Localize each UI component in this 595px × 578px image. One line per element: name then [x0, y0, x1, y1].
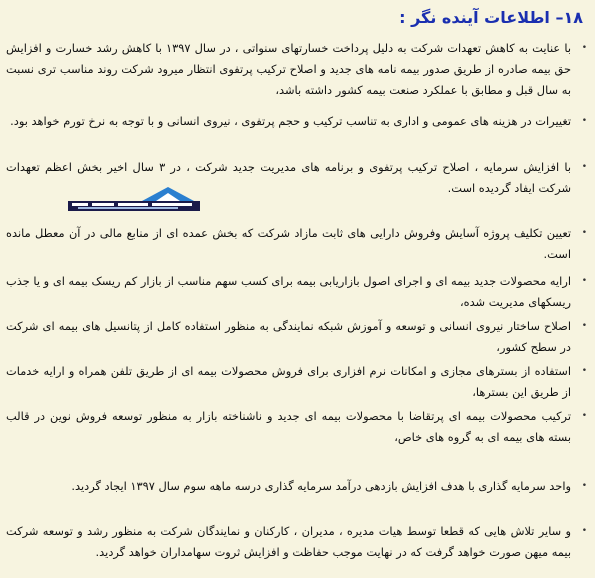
list-item [6, 223, 591, 265]
bullet-icon: • [581, 162, 587, 172]
bullet-icon: • [581, 43, 587, 53]
list-item-text: با افزایش سرمایه ، اصلاح ترکیب پرتفوی و برنامه های مدیریت جدید شرکت ، در ۳ سال اخیر بخش اعظم تعهدات شرکت ایفاد گردیده است. [6, 160, 571, 195]
list-item [6, 38, 591, 101]
list-item-text: تغییرات در هزینه های عمومی و اداری به تناسب ترکیب و حجم پرتفوی ، نیروی انسانی و با توجه به نرخ تورم خواهد بود. [10, 114, 571, 128]
bullet-icon: • [581, 481, 587, 491]
list-item-text: و سایر تلاش هایی که قطعا توسط هیات مدیره ، مدیران ، کارکنان و نمایندگان شرکت به منظور رشد و توسعه شرکت بیمه میهن صورت خواهد گرفت که در نهایت موجب حفاظت و افزایش ثروت سهامداران خواهد گردید. [6, 524, 571, 559]
bullet-icon: • [581, 411, 587, 421]
list-item [6, 476, 591, 497]
list-item [6, 271, 591, 313]
list-item-text: تعیین تکلیف پروژه آسایش وفروش دارایی های ثابت مازاد شرکت که بخش عمده ای از منابع مالی در آن معطل مانده است. [6, 226, 571, 261]
list-item-text: ترکیب محصولات بیمه ای پرتقاضا با محصولات بیمه ای جدید و ناشناخته بازار به منظور توسعه فروش نوین در قالب بسته های بیمه ای به گروه های خاص، [6, 409, 571, 444]
bullet-icon: • [581, 366, 587, 376]
section-title: ۱۸– اطلاعات آینده نگر : [399, 8, 583, 27]
list-item [6, 316, 591, 358]
bullet-icon: • [581, 228, 587, 238]
bullet-icon: • [581, 526, 587, 536]
list-item-text: اصلاح ساختار نیروی انسانی و توسعه و آموزش شبکه نمایندگی به منظور استفاده کامل از پتانسیل های بیمه ای شرکت در سطح کشور، [6, 319, 571, 354]
list-item-text: استفاده از بسترهای مجازی و امکانات نرم افزاری برای فروش محصولات بیمه ای از طریق تلفن همراه و ارایه خدمات از طریق این بسترها، [6, 364, 571, 399]
list-item [6, 521, 591, 563]
list-item [6, 111, 591, 132]
bullet-icon: • [581, 321, 587, 331]
bullet-icon: • [581, 116, 587, 126]
list-item-text: واحد سرمایه گذاری با هدف افزایش بازدهی درآمد سرمایه گذاری درسه ماهه سوم سال ۱۳۹۷ ایجاد گردید. [71, 479, 571, 493]
list-item-text: ارایه محصولات جدید بیمه ای و اجرای اصول بازاریابی بیمه برای کسب سهم مناسب از بازار کم ریسک بیمه ای و یا جذب ریسکهای مدیریت شده، [6, 274, 571, 309]
list-item [6, 361, 591, 403]
bullet-icon: • [581, 276, 587, 286]
list-item-text: با عنایت به کاهش تعهدات شرکت به دلیل پرداخت خسارتهای سنواتی ، در سال ۱۳۹۷ با کاهش رشد خسارت و افزایش حق بیمه صادره از طریق صدور بیمه نامه های جدید و اصلاح ترکیب پرتفوی انتظار میرود شرکت روند مناسب تری نسبت به سال قبل و مطابق با عملکرد صنعت بیمه کشور داشته باشد، [6, 41, 571, 97]
list-item [6, 406, 591, 448]
company-logo-icon [68, 183, 200, 213]
